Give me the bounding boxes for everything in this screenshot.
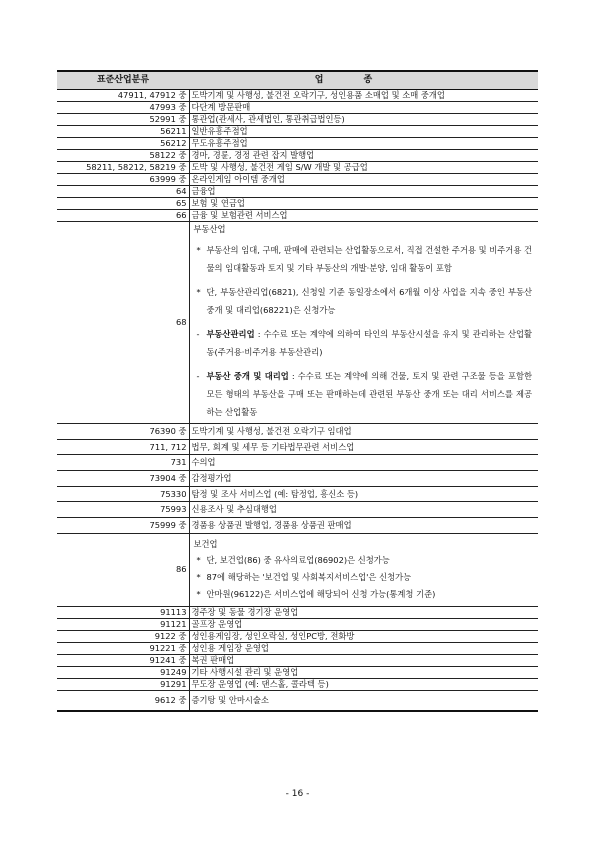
table-header-row: [57, 71, 538, 90]
industry-name: 도박 및 사행성, 불건전 게임 S/W 개발 및 공급업: [189, 162, 538, 174]
industry-name: 다단계 방문판매: [189, 102, 538, 114]
industry-code: 63999 중: [57, 174, 189, 186]
industry-name: 법무, 회계 및 세무 등 기타법무관련 서비스업: [189, 439, 538, 455]
note-marker: -: [196, 371, 200, 381]
industry-code: 47993 중: [57, 102, 189, 114]
industry-name: 도박기계 및 사행성, 불건전 오락기구, 성인용품 소매업 및 소매 중개업: [189, 90, 538, 102]
header-industry-code: 표준산업분류: [57, 71, 189, 90]
note-text: 안마원(96122)은 서비스업에 해당되어 신청 가능(통계청 기준): [206, 588, 436, 599]
table-row: [57, 424, 538, 440]
industry-code: 68: [57, 222, 189, 424]
industry-name: 감정평가업: [189, 471, 538, 487]
industry-name: 경주장 및 동물 경기장 운영업: [189, 606, 538, 618]
table-row: [57, 533, 538, 606]
table-row: [57, 150, 538, 162]
industry-code: 66: [57, 210, 189, 222]
industry-code: 64: [57, 186, 189, 198]
industry-code: 75999 중: [57, 518, 189, 534]
industry-code: 9122 중: [57, 630, 189, 642]
industry-name: 성인용게임장, 성인오락실, 성인PC방, 전화방: [189, 630, 538, 642]
table-row: [57, 618, 538, 630]
table-row: [57, 486, 538, 502]
industry-code: 711, 712: [57, 439, 189, 455]
industry-name: 경마, 경륜, 경정 관련 잡지 발행업: [189, 150, 538, 162]
industry-code: 75993: [57, 502, 189, 518]
industry-code: 91221 중: [57, 642, 189, 654]
industry-name: [189, 533, 538, 606]
note-text: : 수수료 또는 계약에 의해 건물, 토지 및 관련 구조물 등을 포함한 모든 형태의 부동산을 구매 또는 판매하는데 관련된 부동산 중개 또는 대리 서비스를 제공하는 산업활동: [206, 371, 532, 417]
note-item: [194, 283, 533, 319]
industry-code: 75330: [57, 486, 189, 502]
industry-code: 76390 중: [57, 424, 189, 440]
header-industry-name: 업종: [189, 71, 538, 90]
note-marker: *: [196, 287, 201, 297]
industry-code: 86: [57, 533, 189, 606]
table-row: [57, 186, 538, 198]
table-row: [57, 642, 538, 654]
industry-code: 91113: [57, 606, 189, 618]
table-row: [57, 654, 538, 666]
industry-name: 보험 및 연금업: [189, 198, 538, 210]
note-text: 부동산의 임대, 구매, 판매에 관련되는 산업활동으로서, 직접 건설한 주거용 및 비주거용 건물의 임대활동과 토지 및 기타 부동산의 개발·분양, 임대 활동이 포함: [206, 245, 532, 273]
note-text: : 수수료 또는 계약에 의하여 타인의 부동산시설을 유지 및 관리하는 산업활동(주거용·비주거용 부동산관리): [206, 329, 532, 357]
industry-code: 58122 중: [57, 150, 189, 162]
table-row: [57, 126, 538, 138]
table-row: [57, 439, 538, 455]
industry-name: 일반유흥주점업: [189, 126, 538, 138]
table-row: [57, 471, 538, 487]
table-row: [57, 90, 538, 102]
note-item: [194, 241, 533, 277]
industry-code: 47911, 47912 중: [57, 90, 189, 102]
note-item: [194, 587, 533, 601]
industry-name: [189, 222, 538, 424]
industry-code: 58211, 58212, 58219 중: [57, 162, 189, 174]
table-row: [57, 210, 538, 222]
table-row: [57, 606, 538, 618]
table-row: [57, 690, 538, 711]
industry-name: 신용조사 및 추심대행업: [189, 502, 538, 518]
table-row: [57, 678, 538, 690]
industry-name: 통관업(관세사, 관세법인, 통관취급법인등): [189, 114, 538, 126]
industry-name: 증기탕 및 안마시술소: [189, 690, 538, 711]
restricted-industries-table: [57, 70, 538, 712]
industry-code: 65: [57, 198, 189, 210]
industry-code: 56211: [57, 126, 189, 138]
table-row: [57, 198, 538, 210]
note-marker: -: [196, 329, 200, 339]
industry-name: 수의업: [189, 455, 538, 471]
note-item: [194, 570, 533, 584]
table-row: [57, 518, 538, 534]
industry-code: 56212: [57, 138, 189, 150]
industry-title: 보건업: [193, 538, 218, 549]
industry-code: 73904 중: [57, 471, 189, 487]
industry-code: 91249: [57, 666, 189, 678]
page-number: - 16 -: [285, 789, 310, 799]
note-marker: *: [196, 245, 201, 255]
table-row: [57, 138, 538, 150]
note-item: [194, 367, 533, 421]
note-term: 부동산관리업: [206, 329, 255, 339]
industry-name: 탐정 및 조사 서비스업 (예: 탐정업, 흥신소 등): [189, 486, 538, 502]
note-item: [194, 325, 533, 361]
industry-name: 금융 및 보험관련 서비스업: [189, 210, 538, 222]
industry-name: 경품용 상품권 발행업, 경품용 상품권 판매업: [189, 518, 538, 534]
note-term: 부동산 중개 및 대리업: [206, 371, 289, 381]
table-row: [57, 455, 538, 471]
industry-name: 기타 사행시설 관리 및 운영업: [189, 666, 538, 678]
note-marker: *: [196, 571, 201, 582]
note-text: 단, 부동산관리업(6821), 신청일 기준 동일장소에서 6개월 이상 사업을 지속 중인 부동산 중개 및 대리업(68221)은 신청가능: [206, 287, 532, 315]
table-row: [57, 630, 538, 642]
industry-name: 온라인게임 아이템 중개업: [189, 174, 538, 186]
table-row: [57, 666, 538, 678]
note-text: 단, 보건업(86) 중 유사의료업(86902)은 신청가능: [206, 554, 390, 565]
industry-name: 성인용 게임장 운영업: [189, 642, 538, 654]
table-row: [57, 502, 538, 518]
industry-code: 9612 중: [57, 690, 189, 711]
industry-name: 무도장 운영업 (예: 댄스홀, 콜라텍 등): [189, 678, 538, 690]
note-item: [194, 553, 533, 567]
table-row: [57, 174, 538, 186]
note-text: 87에 해당하는 '보건업 및 사회복지서비스업'은 신청가능: [206, 571, 412, 582]
table-row: [57, 222, 538, 424]
table-row: [57, 102, 538, 114]
industry-title: 부동산업: [193, 224, 226, 234]
industry-code: 52991 중: [57, 114, 189, 126]
note-marker: *: [196, 554, 201, 565]
industry-name: 금융업: [189, 186, 538, 198]
table-row: [57, 162, 538, 174]
industry-name: 무도유흥주점업: [189, 138, 538, 150]
industry-name: 골프장 운영업: [189, 618, 538, 630]
table-row: [57, 114, 538, 126]
note-marker: *: [196, 588, 201, 599]
industry-name: 도박기계 및 사행성, 불건전 오락기구 임대업: [189, 424, 538, 440]
industry-code: 91291: [57, 678, 189, 690]
industry-name: 복권 판매업: [189, 654, 538, 666]
industry-code: 731: [57, 455, 189, 471]
industry-code: 91241 중: [57, 654, 189, 666]
industry-code: 91121: [57, 618, 189, 630]
